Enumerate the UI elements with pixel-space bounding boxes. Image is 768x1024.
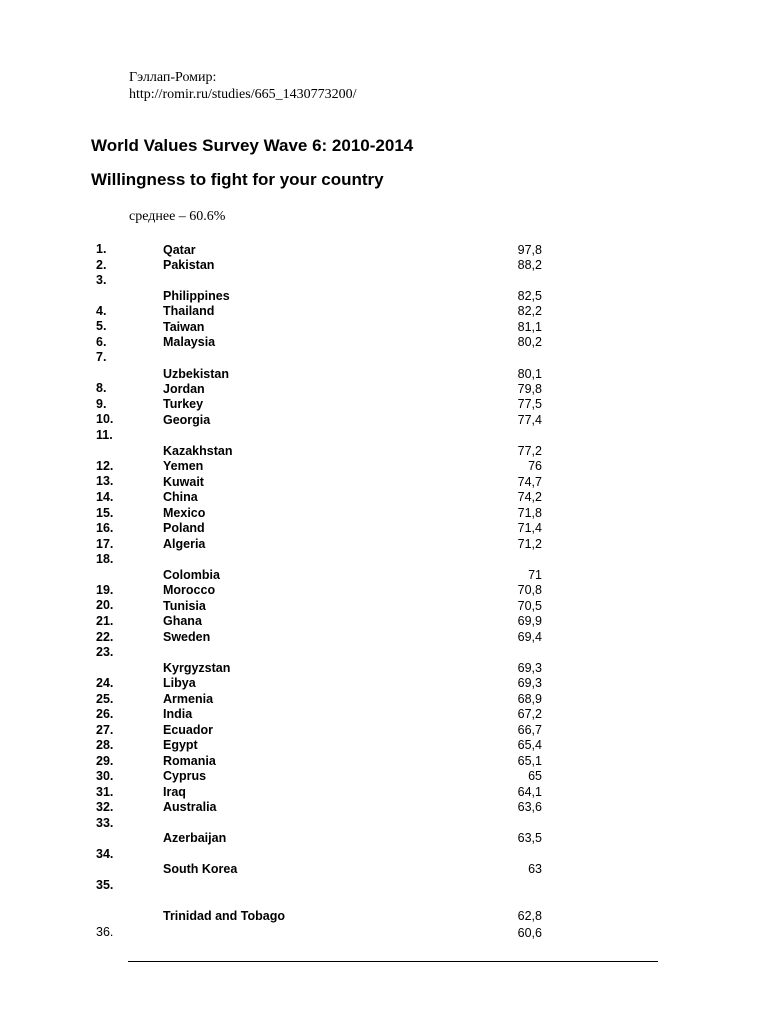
- country-name: Mexico: [163, 506, 206, 520]
- country-name: Tunisia: [163, 599, 206, 613]
- country-value: 77,4: [517, 413, 542, 427]
- rank-number: 35.: [96, 878, 114, 892]
- source-label: Гэллап-Ромир:: [129, 70, 217, 85]
- rank-number: 4.: [96, 304, 107, 318]
- rank-number: 5.: [96, 319, 107, 333]
- rank-number: 1.: [96, 242, 107, 256]
- country-value: 79,8: [517, 382, 542, 396]
- country-value: 70,5: [517, 599, 542, 613]
- country-value: 71,2: [517, 537, 542, 551]
- country-name: Egypt: [163, 738, 198, 752]
- country-value: 70,8: [517, 583, 542, 597]
- country-value: 81,1: [517, 320, 542, 334]
- country-name: India: [163, 707, 193, 721]
- rank-number: 16.: [96, 521, 114, 535]
- country-value: 97,8: [517, 243, 542, 257]
- country-value: 69,9: [517, 614, 542, 628]
- rank-number: 3.: [96, 273, 107, 287]
- country-name: Morocco: [163, 583, 216, 597]
- country-value: 69,4: [517, 630, 542, 644]
- rank-number: 17.: [96, 537, 114, 551]
- country-value: 80,2: [517, 335, 542, 349]
- document-title: World Values Survey Wave 6: 2010-2014: [91, 136, 414, 155]
- country-value: 63,6: [517, 800, 542, 814]
- rank-number: 7.: [96, 350, 107, 364]
- rank-number: 36.: [96, 925, 114, 939]
- country-name: Trinidad and Tobago: [163, 909, 285, 923]
- country-value: 80,1: [517, 367, 542, 381]
- rank-number: 19.: [96, 583, 114, 597]
- rank-number: 25.: [96, 692, 114, 706]
- country-value: 77,5: [517, 397, 542, 411]
- country-value: 77,2: [517, 444, 542, 458]
- country-name: Poland: [163, 521, 205, 535]
- rank-number: 27.: [96, 723, 114, 737]
- rank-number: 23.: [96, 645, 114, 659]
- country-name: Jordan: [163, 382, 205, 396]
- country-value: 64,1: [517, 785, 542, 799]
- country-value: 71: [528, 568, 542, 582]
- rank-number: 10.: [96, 412, 114, 426]
- country-name: Sweden: [163, 630, 211, 644]
- rank-number: 2.: [96, 258, 107, 272]
- rank-number: 21.: [96, 614, 114, 628]
- country-value: 76: [528, 459, 542, 473]
- country-name: Qatar: [163, 243, 196, 257]
- rank-number: 33.: [96, 816, 114, 830]
- rank-number: 9.: [96, 397, 107, 411]
- rank-number: 15.: [96, 506, 114, 520]
- country-value: 65,1: [517, 754, 542, 768]
- country-value: 65,4: [517, 738, 542, 752]
- country-value: 74,7: [517, 475, 542, 489]
- country-value: 63: [528, 862, 542, 876]
- footer-divider: [128, 961, 658, 962]
- country-name: Colombia: [163, 568, 220, 582]
- country-name: Pakistan: [163, 258, 215, 272]
- country-name: Iraq: [163, 785, 186, 799]
- country-name: Armenia: [163, 692, 214, 706]
- country-name: Georgia: [163, 413, 211, 427]
- rank-number: 18.: [96, 552, 114, 566]
- country-value: 60,6: [517, 926, 542, 940]
- rank-number: 6.: [96, 335, 107, 349]
- country-name: Azerbaijan: [163, 831, 227, 845]
- country-name: Uzbekistan: [163, 367, 229, 381]
- country-name: Romania: [163, 754, 216, 768]
- document-subtitle: Willingness to fight for your country: [91, 170, 384, 189]
- country-name: Thailand: [163, 304, 215, 318]
- country-name: Ghana: [163, 614, 202, 628]
- rank-number: 24.: [96, 676, 114, 690]
- rank-number: 34.: [96, 847, 114, 861]
- rank-number: 32.: [96, 800, 114, 814]
- country-value: 69,3: [517, 676, 542, 690]
- rank-number: 8.: [96, 381, 107, 395]
- rank-number: 11.: [96, 428, 113, 442]
- rank-number: 28.: [96, 738, 114, 752]
- country-name: Libya: [163, 676, 196, 690]
- country-value: 74,2: [517, 490, 542, 504]
- rank-number: 29.: [96, 754, 114, 768]
- country-name: Malaysia: [163, 335, 216, 349]
- country-name: Yemen: [163, 459, 204, 473]
- country-name: Algeria: [163, 537, 206, 551]
- rank-number: 31.: [96, 785, 114, 799]
- country-name: Cyprus: [163, 769, 207, 783]
- rank-number: 30.: [96, 769, 114, 783]
- country-value: 67,2: [517, 707, 542, 721]
- country-name: Taiwan: [163, 320, 205, 334]
- country-name: Kyrgyzstan: [163, 661, 231, 675]
- country-name: Ecuador: [163, 723, 214, 737]
- country-value: 66,7: [517, 723, 542, 737]
- country-name: Kazakhstan: [163, 444, 233, 458]
- country-value: 68,9: [517, 692, 542, 706]
- country-name: China: [163, 490, 198, 504]
- country-value: 65: [528, 769, 542, 783]
- rank-number: 12.: [96, 459, 114, 473]
- country-name: Philippines: [163, 289, 230, 303]
- country-name: Australia: [163, 800, 217, 814]
- country-value: 82,5: [517, 289, 542, 303]
- rank-number: 20.: [96, 598, 114, 612]
- country-value: 63,5: [517, 831, 542, 845]
- rank-number: 14.: [96, 490, 114, 504]
- country-value: 88,2: [517, 258, 542, 272]
- country-value: 71,8: [517, 506, 542, 520]
- rank-number: 13.: [96, 474, 114, 488]
- source-url: http://romir.ru/studies/665_1430773200/: [129, 87, 357, 102]
- average-note: среднее – 60.6%: [129, 209, 226, 224]
- country-name: Turkey: [163, 397, 204, 411]
- country-name: South Korea: [163, 862, 238, 876]
- country-name: Kuwait: [163, 475, 204, 489]
- rank-number: 22.: [96, 630, 114, 644]
- country-value: 69,3: [517, 661, 542, 675]
- country-value: 62,8: [517, 909, 542, 923]
- country-value: 82,2: [517, 304, 542, 318]
- rank-number: 26.: [96, 707, 114, 721]
- country-value: 71,4: [517, 521, 542, 535]
